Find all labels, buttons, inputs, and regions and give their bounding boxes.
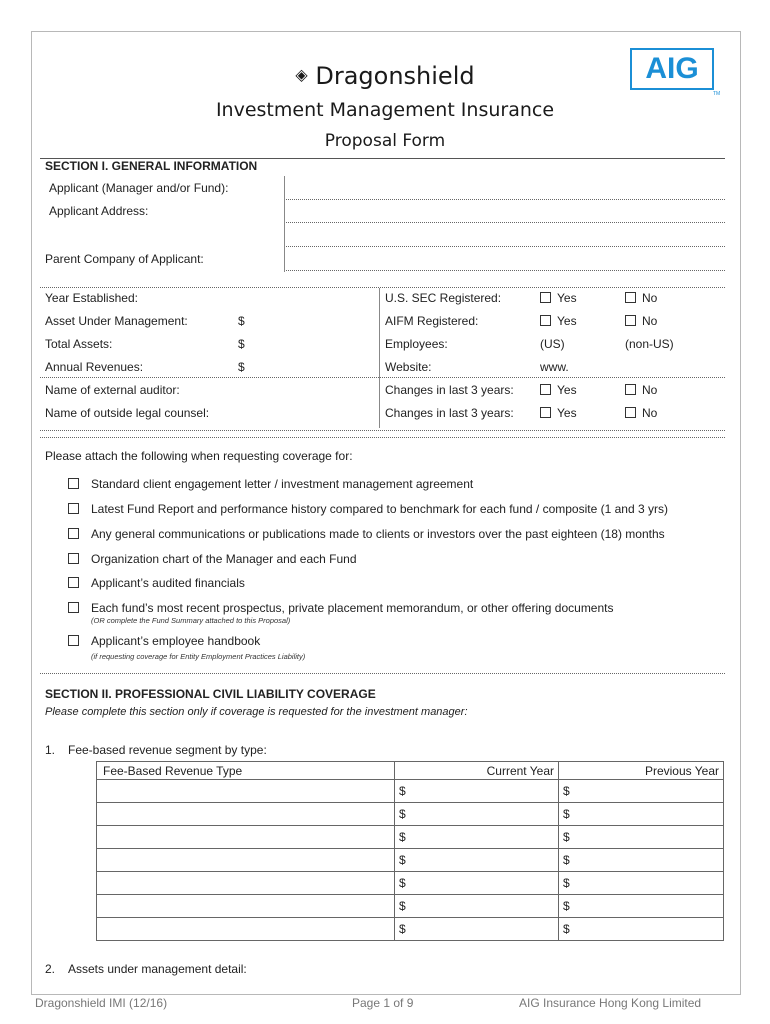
attach-checkbox[interactable]	[68, 503, 79, 514]
employees-label: Employees:	[385, 337, 448, 351]
table-row	[97, 918, 724, 941]
aifm-registered-label: AIFM Registered:	[385, 314, 479, 328]
footer-form-code: Dragonshield IMI (12/16)	[35, 996, 168, 1010]
table-row	[97, 849, 724, 872]
revenue-table	[96, 761, 724, 941]
question-2: Assets under management detail:	[68, 962, 247, 976]
current-year-cell[interactable]: $	[395, 918, 559, 941]
table-header-row	[97, 762, 724, 780]
annual-revenues-label: Annual Revenues:	[45, 360, 144, 374]
attach-intro: Please attach the following when requesting coverage for:	[45, 449, 353, 463]
previous-year-cell[interactable]: $	[559, 780, 724, 803]
auditor-no-checkbox[interactable]	[625, 384, 636, 395]
address-input-line[interactable]	[286, 246, 725, 247]
revenue-type-cell[interactable]	[97, 918, 395, 941]
sec-registered-label: U.S. SEC Registered:	[385, 291, 502, 305]
previous-year-cell[interactable]: $	[559, 895, 724, 918]
attach-item-label: Latest Fund Report and performance history compared to benchmark for each fund / composite (1 and 3 yrs)	[91, 502, 668, 516]
attach-note: (OR complete the Fund Summary attached to this Proposal)	[91, 616, 291, 625]
yes-label: Yes	[557, 291, 577, 305]
legal-counsel-label: Name of outside legal counsel:	[45, 406, 210, 420]
divider	[40, 673, 725, 674]
previous-year-cell[interactable]: $	[559, 872, 724, 895]
parent-input-line[interactable]	[286, 270, 725, 271]
table-row	[97, 872, 724, 895]
aifm-yes-checkbox[interactable]	[540, 315, 551, 326]
footer-page-number: Page 1 of 9	[352, 996, 414, 1010]
table-row	[97, 803, 724, 826]
no-label: No	[642, 291, 658, 305]
revenue-type-cell[interactable]	[97, 849, 395, 872]
total-assets-label: Total Assets:	[45, 337, 113, 351]
section2-instruction: Please complete this section only if coverage is requested for the investment manager:	[45, 706, 468, 718]
revenue-type-cell[interactable]	[97, 780, 395, 803]
counsel-yes-checkbox[interactable]	[540, 407, 551, 418]
parent-label: Parent Company of Applicant:	[45, 252, 204, 266]
address-input-line[interactable]	[286, 222, 725, 223]
attach-item-label: Applicant’s employee handbook	[91, 634, 261, 648]
sec-no-checkbox[interactable]	[625, 292, 636, 303]
attach-item-label: Each fund’s most recent prospectus, private placement memorandum, or other offering documents	[91, 601, 614, 615]
counsel-changes-label: Changes in last 3 years:	[385, 406, 514, 420]
year-established-label: Year Established:	[45, 291, 138, 305]
attach-checkbox[interactable]	[68, 635, 79, 646]
attach-item-label: Applicant’s audited financials	[91, 576, 245, 590]
address-label: Applicant Address:	[49, 204, 149, 218]
form-title: Investment Management Insurance	[215, 99, 555, 121]
column-header: Current Year	[395, 762, 559, 780]
current-year-cell[interactable]: $	[395, 826, 559, 849]
yes-label: Yes	[557, 314, 577, 328]
yes-label: Yes	[557, 383, 577, 397]
yes-label: Yes	[557, 406, 577, 420]
previous-year-cell[interactable]: $	[559, 826, 724, 849]
no-label: No	[642, 406, 658, 420]
previous-year-cell[interactable]: $	[559, 918, 724, 941]
non-us-label: (non-US)	[625, 337, 674, 351]
aig-logo: AIG	[630, 48, 714, 90]
counsel-no-checkbox[interactable]	[625, 407, 636, 418]
no-label: No	[642, 383, 658, 397]
attach-checkbox[interactable]	[68, 528, 79, 539]
divider	[40, 430, 725, 431]
applicant-label: Applicant (Manager and/or Fund):	[49, 181, 229, 195]
divider	[40, 377, 725, 378]
no-label: No	[642, 314, 658, 328]
section1-heading: SECTION I. GENERAL INFORMATION	[45, 159, 258, 173]
aifm-no-checkbox[interactable]	[625, 315, 636, 326]
form-subtitle: Proposal Form	[324, 131, 446, 151]
auditor-label: Name of external auditor:	[45, 383, 180, 397]
attach-item-label: Any general communications or publications made to clients or investors over the past eighteen (18) months	[91, 527, 665, 541]
website-prefix: www.	[540, 360, 569, 374]
field-separator	[284, 176, 285, 272]
table-row	[97, 780, 724, 803]
current-year-cell[interactable]: $	[395, 849, 559, 872]
auditor-changes-label: Changes in last 3 years:	[385, 383, 514, 397]
current-year-cell[interactable]: $	[395, 780, 559, 803]
attach-checkbox[interactable]	[68, 602, 79, 613]
attach-item-label: Organization chart of the Manager and each Fund	[91, 552, 357, 566]
revenue-type-cell[interactable]	[97, 895, 395, 918]
attach-checkbox[interactable]	[68, 478, 79, 489]
currency-symbol: $	[238, 360, 245, 374]
aum-label: Asset Under Management:	[45, 314, 188, 328]
auditor-yes-checkbox[interactable]	[540, 384, 551, 395]
footer-company: AIG Insurance Hong Kong Limited	[519, 996, 702, 1010]
section2-heading: SECTION II. PROFESSIONAL CIVIL LIABILITY COVERAGE	[45, 687, 376, 701]
attach-checkbox[interactable]	[68, 553, 79, 564]
column-header: Previous Year	[559, 762, 724, 780]
attach-item-label: Standard client engagement letter / investment management agreement	[91, 477, 474, 491]
applicant-input-line[interactable]	[286, 199, 725, 200]
divider	[40, 287, 725, 288]
column-separator	[379, 288, 380, 428]
revenue-type-cell[interactable]	[97, 803, 395, 826]
table-row	[97, 895, 724, 918]
attach-note: (if requesting coverage for Entity Employment Practices Liability)	[91, 652, 306, 661]
current-year-cell[interactable]: $	[395, 895, 559, 918]
shield-icon: ◈	[295, 65, 308, 84]
currency-symbol: $	[238, 314, 245, 328]
revenue-type-cell[interactable]	[97, 872, 395, 895]
previous-year-cell[interactable]: $	[559, 849, 724, 872]
divider	[40, 437, 725, 438]
us-label: (US)	[540, 337, 565, 351]
sec-yes-checkbox[interactable]	[540, 292, 551, 303]
aig-tm: TM	[713, 91, 721, 97]
question-1: Fee-based revenue segment by type:	[68, 743, 267, 757]
question-number: 1.	[45, 743, 56, 757]
previous-year-cell[interactable]: $	[559, 803, 724, 826]
current-year-cell[interactable]: $	[395, 803, 559, 826]
question-number: 2.	[45, 962, 56, 976]
currency-symbol: $	[238, 337, 245, 351]
revenue-type-cell[interactable]	[97, 826, 395, 849]
attach-checkbox[interactable]	[68, 577, 79, 588]
table-row	[97, 826, 724, 849]
website-label: Website:	[385, 360, 432, 374]
brand-title: ◈ Dragonshield	[295, 62, 475, 90]
column-header: Fee-Based Revenue Type	[97, 762, 395, 780]
current-year-cell[interactable]: $	[395, 872, 559, 895]
